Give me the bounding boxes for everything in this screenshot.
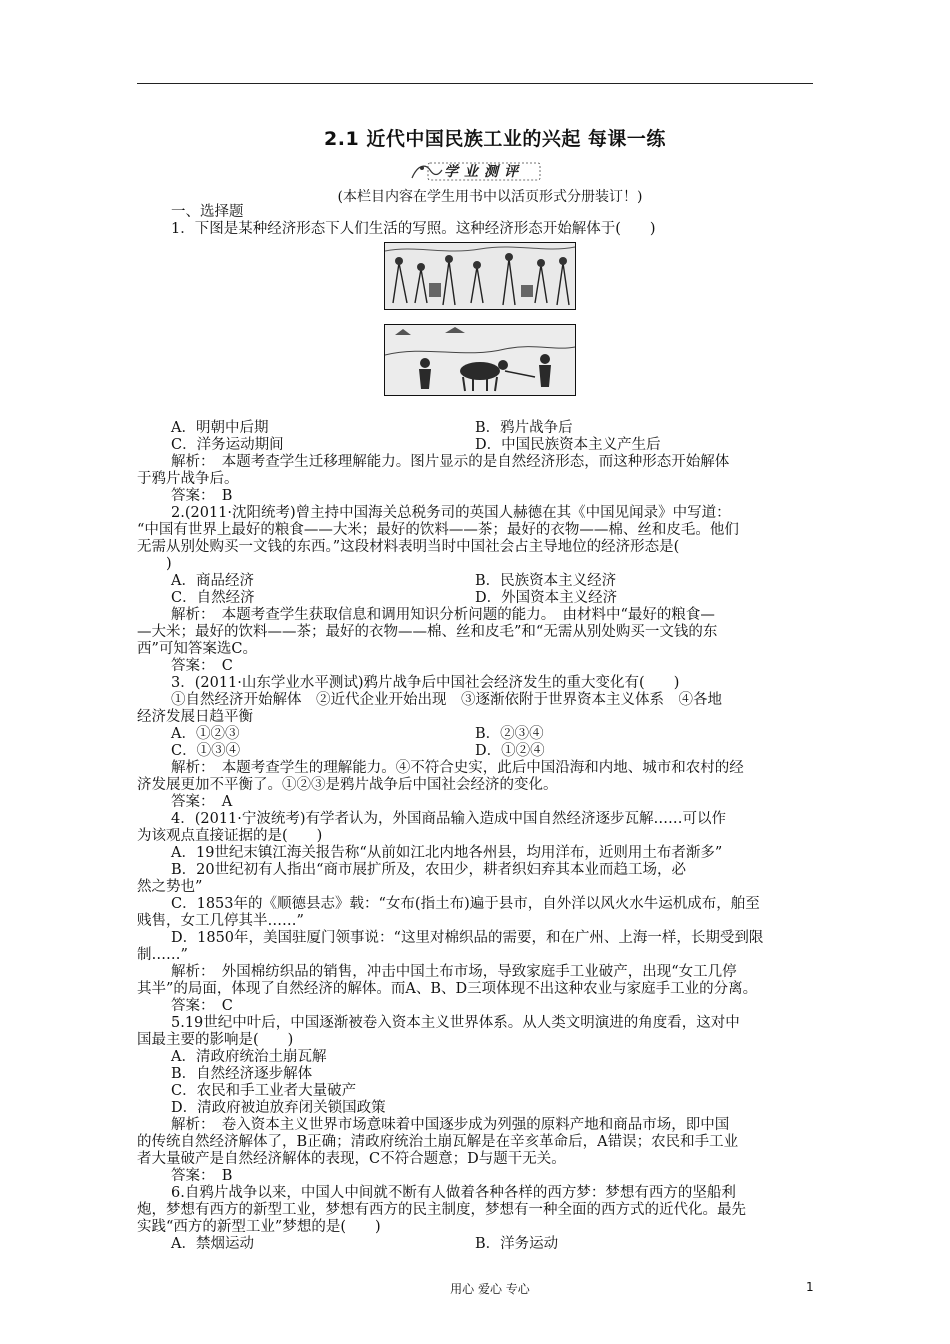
question-6-stem-cont: 炮，梦想有西方的新型工业，梦想有西方的民主制度，梦想有一种全面的西方式的近代化。最先 [137,1202,746,1218]
question-2-stem-cont: “中国有世界上最好的粮食——大米；最好的饮料——茶；最好的衣物——棉、丝和皮毛。他们 [137,522,739,538]
question-4-analysis-cont: 其半”的局面，体现了自然经济的解体。而A、B、D三项体现不出这种农业与家庭手工业的分离。 [137,981,758,997]
option-b: B．②③④ [475,726,544,742]
section-badge-label: 学业测评 [444,164,524,180]
option-c-cont: 贱售，女工几停其半……” [137,913,304,929]
page-number: 1 [806,1280,814,1294]
question-4-answer: 答案： C [171,998,233,1014]
question-6-stem-cont: 实践“西方的新型工业”梦想的是( ) [137,1219,381,1235]
option-c: C．①③④ [171,743,241,759]
question-5-answer: 答案： B [171,1168,233,1184]
option-c: C．1853年的《顺德县志》载：“女布(指土布)遍于县市，自外洋以风火水牛运机成布，舶至 [171,896,760,912]
question-3-items-cont: 经济发展日趋平衡 [137,709,253,725]
option-a: A．商品经济 [171,573,254,589]
option-c: C．自然经济 [171,590,255,606]
question-2-options [137,573,817,607]
question-5-stem-cont: 国最主要的影响是( ) [137,1032,294,1048]
option-d: D．外国资本主义经济 [475,590,618,606]
option-a: A．明朝中后期 [171,420,269,436]
question-5-stem: 5.19世纪中叶后，中国逐渐被卷入资本主义世界体系。从人类文明演进的角度看，这对中 [171,1015,740,1031]
question-5-analysis: 解析： 卷入资本主义世界市场意味着中国逐步成为列强的原料产地和商品市场，即中国 [171,1117,730,1133]
question-3-options [137,726,817,760]
option-d: D．中国民族资本主义产生后 [475,437,661,453]
option-d: D．①②④ [475,743,545,759]
option-a: A．禁烟运动 [171,1236,254,1252]
question-5-analysis-cont: 的传统自然经济解体了，B正确；清政府统治土崩瓦解是在辛亥革命后，A错误；农民和手工业 [137,1134,739,1150]
question-2-stem-cont: 无需从别处购买一文钱的东西。”这段材料表明当时中国社会占主导地位的经济形态是( [137,539,680,555]
section-badge [408,160,546,182]
page-footer: 用心 爱心 专心 [450,1282,530,1296]
question-3-stem: 3．(2011·山东学业水平测试)鸦片战争后中国社会经济发生的重大变化有( ) [171,675,680,691]
question-2-stem-cont: ) [137,556,172,572]
binding-note: (本栏目内容在学生用书中以活页形式分册装订！) [337,189,643,205]
question-1-analysis-cont: 于鸦片战争后。 [137,471,239,487]
market-scene-image [384,242,576,310]
question-2-stem: 2.(2011·沈阳统考)曾主持中国海关总税务司的英国人赫德在其《中国见闻录》中写道： [171,505,731,521]
question-2-analysis-cont: 西”可知答案选C。 [137,641,258,657]
option-d: D．1850年，美国驻厦门领事说：“这里对棉织品的需要，和在广州、上海一样，长期受到限 [171,930,764,946]
option-b: B．鸦片战争后 [475,420,573,436]
header-rule [137,83,813,84]
farming-scene-image [384,324,576,396]
question-3-analysis-cont: 济发展更加不平衡了。①②③是鸦片战争后中国社会经济的变化。 [137,777,558,793]
question-2-analysis-cont: —大米；最好的饮料——茶；最好的衣物——棉、丝和皮毛”和“无需从别处购买一文钱的东 [137,624,718,640]
page-title: 2.1 近代中国民族工业的兴起 每课一练 [324,128,666,150]
question-2-answer: 答案： C [171,658,233,674]
question-6-stem: 6.自鸦片战争以来，中国人中间就不断有人做着各种各样的西方梦：梦想有西方的坚船利 [171,1185,736,1201]
question-3-answer: 答案： A [171,794,233,810]
question-4-stem-cont: 为该观点直接证据的是( ) [137,828,323,844]
section-heading: 一、选择题 [171,204,244,220]
question-4-analysis: 解析： 外国棉纺织品的销售，冲击中国土布市场，导致家庭手工业破产，出现“女工几停 [171,964,737,980]
question-5-analysis-cont: 者大量破产是自然经济解体的表现，C不符合题意；D与题干无关。 [137,1151,566,1167]
option-b: B．民族资本主义经济 [475,573,617,589]
question-1-figures [137,242,817,416]
option-b-cont: 然之势也” [137,879,203,895]
option-a: A．①②③ [171,726,240,742]
question-1-analysis: 解析： 本题考查学生迁移理解能力。图片显示的是自然经济形态，而这种形态开始解体 [171,454,730,470]
question-2-analysis: 解析： 本题考查学生获取信息和调用知识分析问题的能力。 由材料中“最好的粮食— [171,607,715,623]
question-3-analysis: 解析： 本题考查学生的理解能力。④不符合史实，此后中国沿海和内地、城市和农村的经 [171,760,744,776]
option-d-cont: 制……” [137,947,188,963]
option-d: D．清政府被迫放弃闭关锁国政策 [171,1100,386,1116]
option-a: A．19世纪末镇江海关报告称“从前如江北内地各州县，均用洋布，近则用土布者渐多” [171,845,723,861]
question-3-items: ①自然经济开始解体 ②近代企业开始出现 ③逐渐依附于世界资本主义体系 ④各地 [171,692,722,708]
question-1-stem: 1．下图是某种经济形态下人们生活的写照。这种经济形态开始解体于( ) [171,221,656,237]
option-b: B．洋务运动 [475,1236,559,1252]
option-b: B．自然经济逐步解体 [171,1066,313,1082]
option-b: B．20世纪初有人指出“商市展扩所及，农田少，耕者织妇弃其本业而趋工场，必 [171,862,687,878]
option-a: A．清政府统治土崩瓦解 [171,1049,327,1065]
option-c: C．洋务运动期间 [171,437,284,453]
question-6-options [137,1236,817,1253]
question-1-answer: 答案： B [171,488,233,504]
option-c: C．农民和手工业者大量破产 [171,1083,357,1099]
exercise-content [137,204,817,1253]
question-1-options [137,420,817,454]
question-4-stem: 4．(2011·宁波统考)有学者认为，外国商品输入造成中国自然经济逐步瓦解……可以作 [171,811,727,827]
